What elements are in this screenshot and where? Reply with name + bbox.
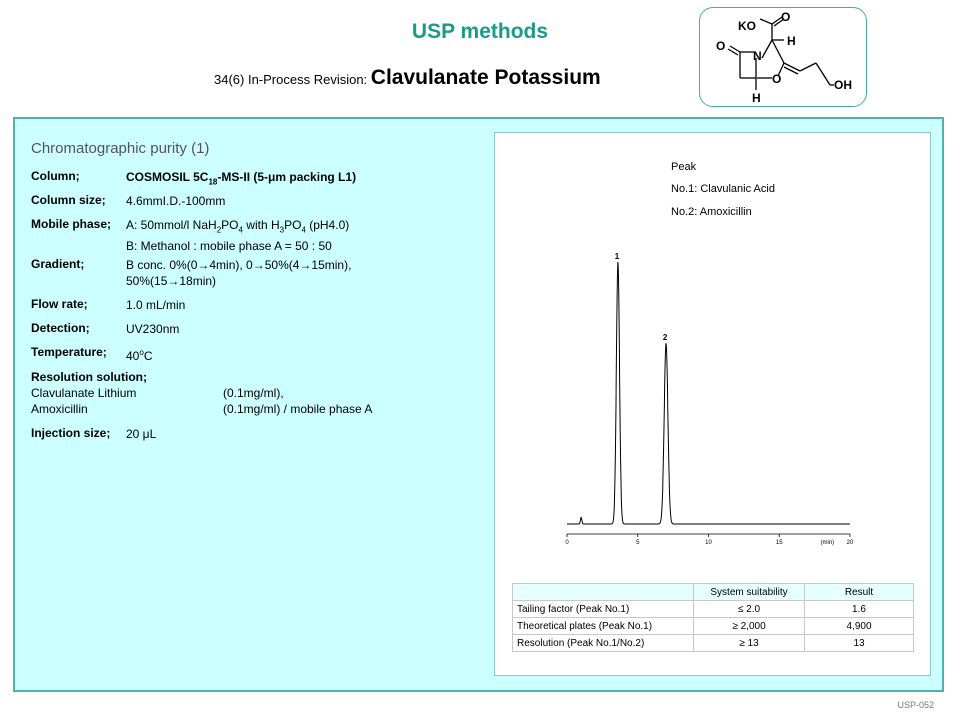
table-cell-criterion: Tailing factor (Peak No.1) [513, 601, 694, 618]
table-cell-result: 1.6 [805, 601, 914, 618]
structure-o-ring: O [772, 72, 782, 86]
res2-conc: (0.1mg/ml) / mobile phase A [223, 402, 373, 416]
gradient-line1: B conc. 0%(0→4min), 0→50%(4→15min), [126, 258, 352, 272]
x-axis-label: (min) [820, 540, 835, 546]
gradient-line2: 50%(15→18min) [126, 274, 217, 288]
mobile-a-pre: A: 50mmol/l NaH [126, 218, 217, 232]
compound-name: Clavulanate Potassium [370, 66, 601, 89]
x-tick-label: 20 [846, 540, 854, 546]
table-header-suitability: System suitability [694, 584, 805, 601]
column-row [31, 169, 356, 190]
column-size-row [31, 193, 225, 209]
subtitle-prefix: 34(6) In-Process Revision: [214, 72, 371, 87]
detection-value: UV230nm [126, 322, 180, 336]
injection-row [31, 426, 156, 442]
mobile-a-mid: PO [221, 218, 239, 232]
peak-label: 2 [662, 333, 668, 343]
peak-label: 1 [614, 252, 620, 261]
flow-label: Flow rate; [31, 297, 88, 311]
gradient-value [126, 257, 351, 289]
temperature-row [31, 345, 152, 364]
column-value-post: -MS-II (5-μm packing L1) [217, 170, 357, 184]
peak-legend-1: No.1: Clavulanic Acid [671, 183, 775, 195]
res1-conc: (0.1mg/ml), [223, 386, 284, 400]
temperature-value-sup: o [139, 348, 144, 357]
res2-name: Amoxicillin [31, 402, 88, 416]
mobile-a-sub3: 3 [279, 225, 285, 235]
x-tick-label: 10 [705, 540, 712, 546]
column-label: Column; [31, 169, 80, 183]
gradient-row [31, 257, 351, 289]
mobile-phase-row [31, 217, 349, 254]
mobile-b: B: Methanol : mobile phase A = 50 : 50 [126, 239, 332, 254]
table-cell-requirement: ≥ 13 [694, 635, 805, 652]
structure-ko: KO [738, 19, 756, 33]
mobile-a-mid3: PO [284, 218, 302, 232]
structure-n: N [753, 49, 762, 63]
structure-h-bottom: H [752, 91, 761, 105]
structure-o-left: O [716, 39, 726, 53]
temperature-value-post: C [143, 349, 153, 363]
table-cell-requirement: ≤ 2.0 [694, 601, 805, 618]
table-row [513, 601, 914, 618]
column-value-sub: 18 [208, 177, 218, 187]
resolution-label: Resolution solution; [31, 370, 147, 384]
table-header-result: Result [805, 584, 914, 601]
detection-row [31, 321, 179, 337]
x-tick-label: 0 [565, 540, 569, 546]
column-size-value: 4.6mmI.D.-100mm [126, 194, 226, 208]
mobile-a-sub4: 4 [301, 225, 306, 235]
x-tick-label: 5 [636, 540, 640, 546]
table-cell-result: 13 [805, 635, 914, 652]
chemical-structure [699, 7, 867, 107]
res1-name: Clavulanate Lithium [31, 386, 137, 400]
table-cell-requirement: ≥ 2,000 [694, 618, 805, 635]
x-tick-label: 15 [775, 540, 783, 546]
injection-label: Injection size; [31, 426, 111, 440]
structure-o-top: O [781, 10, 791, 24]
column-value [126, 169, 356, 190]
flow-row [31, 297, 185, 313]
table-cell-criterion: Resolution (Peak No.1/No.2) [513, 635, 694, 652]
detection-label: Detection; [31, 321, 90, 335]
structure-oh: OH [834, 78, 852, 92]
subtitle [214, 66, 601, 90]
slide-code: USP-052 [897, 700, 934, 710]
injection-value: 20 μL [126, 427, 157, 441]
table-cell-criterion: Theoretical plates (Peak No.1) [513, 618, 694, 635]
temperature-value [126, 345, 152, 364]
mobile-a-mid2: with H [242, 218, 280, 232]
mobile-a-sub2: 4 [238, 225, 243, 235]
flow-value: 1.0 mL/min [126, 298, 186, 312]
column-value-pre: COSMOSIL 5C [126, 170, 209, 184]
gradient-label: Gradient; [31, 257, 85, 271]
structure-h-top: H [787, 34, 796, 48]
structure-drawing [700, 8, 866, 106]
peak-legend-2: No.2: Amoxicillin [671, 206, 752, 218]
peak-legend-heading: Peak [671, 161, 697, 173]
resolution-row [31, 369, 372, 417]
mobile-a-sub1: 2 [216, 225, 222, 235]
mobile-phase-value [126, 217, 349, 254]
table-header-row [513, 584, 914, 601]
page-title: USP methods [411, 20, 549, 43]
table-row [513, 618, 914, 635]
temperature-label: Temperature; [31, 345, 107, 359]
mobile-phase-label: Mobile phase; [31, 217, 112, 231]
table-header-blank [513, 584, 694, 601]
column-size-label: Column size; [31, 193, 106, 207]
table-cell-result: 4,900 [805, 618, 914, 635]
section-title: Chromatographic purity (1) [31, 140, 210, 157]
temperature-value-pre: 40 [126, 349, 140, 363]
mobile-a-post: (pH4.0) [305, 218, 350, 232]
system-suitability-table [512, 583, 914, 652]
table-row [513, 635, 914, 652]
